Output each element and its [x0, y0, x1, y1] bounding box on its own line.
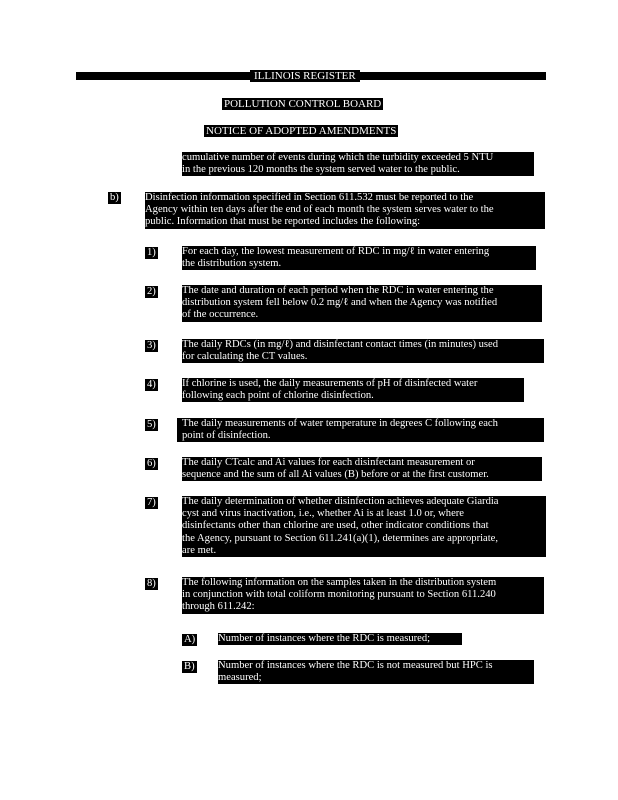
text-line: The following information on the samples taken in the distribution system — [182, 577, 497, 588]
text-line: Disinfection information specified in Section 611.532 must be reported to the — [145, 192, 474, 203]
text-line: following each point of chlorine disinfection. — [182, 390, 374, 402]
board-title: POLLUTION CONTROL BOARD — [224, 98, 382, 110]
subitem-letter: A) — [184, 634, 196, 645]
text-line: If chlorine is used, the daily measurements of pH of disinfected water — [182, 378, 478, 389]
text-line: of the occurrence. — [182, 309, 259, 321]
item-number: 5) — [147, 419, 156, 430]
text-line: Number of instances where the RDC is not measured but HPC is — [218, 660, 493, 671]
list-item — [182, 339, 544, 363]
sub-list-item — [218, 633, 462, 645]
text-line: measured; — [218, 672, 262, 684]
text-line: point of disinfection. — [182, 430, 271, 442]
text-line: disinfectants other than chlorine are used, other indicator conditions that — [182, 520, 489, 532]
text-line: The daily RDCs (in mg/ℓ) and disinfectant contact times (in minutes) used — [182, 339, 499, 350]
section-b-paragraph — [145, 192, 545, 229]
list-item — [182, 457, 542, 481]
text-line: through 611.242: — [182, 601, 255, 613]
text-line: are met. — [182, 544, 217, 556]
section-b-label: b) — [110, 192, 119, 203]
text-line: distribution system fell below 0.2 mg/ℓ and when the Agency was notified — [182, 297, 498, 309]
list-item — [177, 418, 544, 442]
sub-list-item — [218, 660, 534, 684]
text-line: cyst and virus inactivation, i.e., whether Ai is at least 1.0 or, where — [182, 508, 465, 520]
text-line: cumulative number of events during which the turbidity exceeded 5 NTU — [182, 152, 494, 163]
text-line: public. Information that must be reported includes the following: — [145, 216, 421, 228]
text-line: The daily measurements of water temperature in degrees C following each — [182, 418, 498, 429]
text-line: the Agency, pursuant to Section 611.241(a)(1), determines are appropriate, — [182, 532, 499, 544]
notice-title: NOTICE OF ADOPTED AMENDMENTS — [206, 125, 397, 137]
text-line: The daily CTcalc and Ai values for each disinfectant measurement or — [182, 457, 475, 468]
text-line: The date and duration of each period when the RDC in water entering the — [182, 285, 494, 296]
text-line: The daily determination of whether disinfection achieves adequate Giardia — [182, 496, 499, 507]
list-item — [182, 246, 536, 270]
item-number: 4) — [147, 379, 156, 390]
subitem-letter: B) — [184, 661, 195, 672]
item-number: 1) — [147, 247, 156, 258]
text-line: in the previous 120 months the system served water to the public. — [182, 164, 460, 176]
list-item — [182, 577, 544, 614]
text-line: the distribution system. — [182, 258, 282, 270]
register-title: ILLINOIS REGISTER — [250, 70, 360, 82]
text-line: for calculating the CT values. — [182, 351, 308, 363]
list-item — [182, 285, 542, 322]
text-line: sequence and the sum of all Ai values (B) before or at the first customer. — [182, 469, 489, 481]
text-line: in conjunction with total coliform monitoring pursuant to Section 611.240 — [182, 589, 496, 601]
item-number: 7) — [147, 497, 156, 508]
item-number: 6) — [147, 458, 156, 469]
item-number: 8) — [147, 578, 156, 589]
text-line: Number of instances where the RDC is measured; — [218, 633, 431, 644]
text-line: For each day, the lowest measurement of RDC in mg/ℓ in water entering — [182, 246, 490, 257]
carryover-paragraph — [182, 152, 534, 176]
list-item — [182, 496, 546, 557]
item-number: 2) — [147, 286, 156, 297]
text-line: Agency within ten days after the end of each month the system serves water to the — [145, 204, 494, 216]
item-number: 3) — [147, 340, 156, 351]
list-item — [182, 378, 524, 402]
